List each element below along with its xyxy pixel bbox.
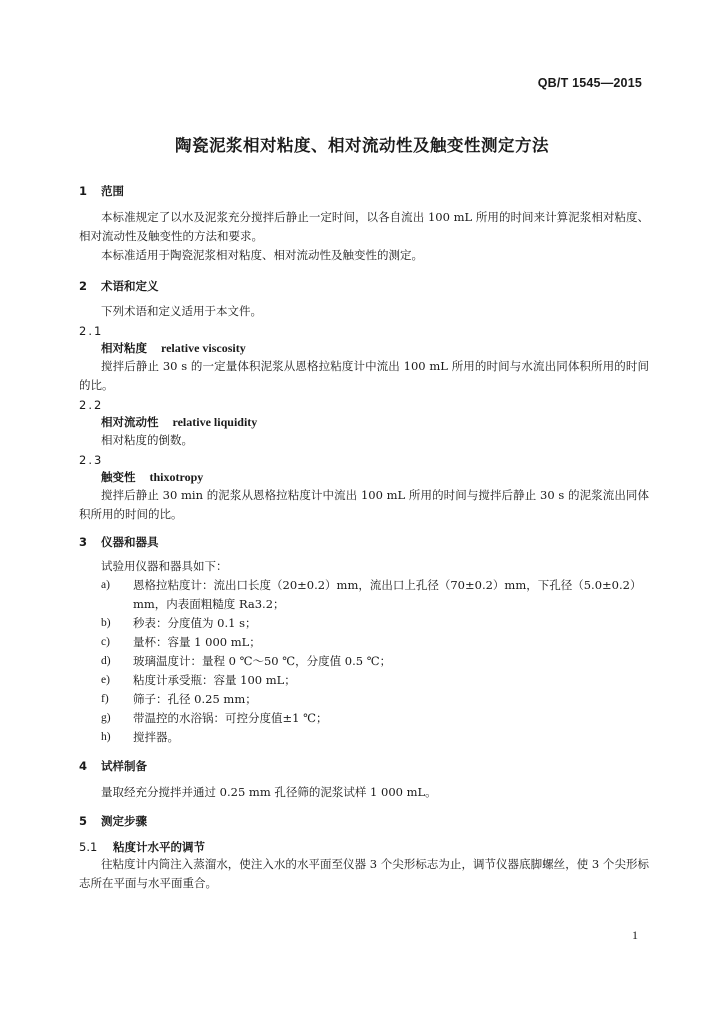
list-text: 量杯：容量 1 000 mL； <box>133 635 261 649</box>
list-marker: d) <box>101 655 111 667</box>
section-number: 4 <box>79 758 88 773</box>
list-text: 筛子：孔径 0.25 mm； <box>133 692 257 706</box>
term-definition: 相对粘度的倒数。 <box>101 433 193 447</box>
list-item <box>101 728 649 747</box>
list-text: 粘度计承受瓶：容量 100 mL； <box>133 673 296 687</box>
term-en: relative liquidity <box>172 415 258 429</box>
term-en: relative viscosity <box>161 341 246 355</box>
list-marker: h) <box>101 731 111 743</box>
clause-number: 2.1 <box>79 324 104 338</box>
clause-number: 5.1 <box>79 839 98 854</box>
term-en: thixotropy <box>149 470 204 484</box>
list-text: 恩格拉粘度计：流出口长度（20±0.2）mm，流出口上孔径（70±0.2）mm，下孔径（5.0±0.2）mm，内表面粗糙度 Ra3.2； <box>133 578 642 611</box>
section-4-heading <box>79 757 649 774</box>
paragraph: 下列术语和定义适用于本文件。 <box>101 304 262 318</box>
equipment-list <box>79 576 649 747</box>
page-number: 1 <box>632 928 638 942</box>
list-item <box>101 652 649 671</box>
standard-number: QB/T 1545—2015 <box>537 76 642 90</box>
paragraph: 本标准规定了以水及泥浆充分搅拌后静止一定时间，以各自流出 100 mL 所用的时间来计算泥浆相对粘度、相对流动性及触变性的方法和要求。 <box>79 210 649 243</box>
list-text: 搅拌器。 <box>133 730 179 744</box>
clause-5-1-heading <box>79 838 649 855</box>
section-3-heading <box>79 533 649 550</box>
list-item <box>101 709 649 728</box>
term-zh: 相对流动性 <box>101 415 159 429</box>
section-number: 3 <box>79 534 88 549</box>
document-body <box>79 182 649 893</box>
list-item <box>101 576 649 614</box>
section-number: 2 <box>79 278 88 293</box>
section-title: 测定步骤 <box>101 813 147 828</box>
list-marker: b) <box>101 617 111 629</box>
paragraph: 量取经充分搅拌并通过 0.25 mm 孔径筛的泥浆试样 1 000 mL。 <box>101 785 437 799</box>
list-marker: e) <box>101 674 110 686</box>
list-item <box>101 671 649 690</box>
section-number: 1 <box>79 183 88 198</box>
list-marker: g) <box>101 712 111 724</box>
list-item <box>101 614 649 633</box>
paragraph: 往粘度计内筒注入蒸溜水，使注入水的水平面至仪器 3 个尖形标志为止，调节仪器底脚螺丝，使 3 个尖形标志所在平面与水平面重合。 <box>79 857 649 890</box>
term-zh: 触变性 <box>101 470 136 484</box>
section-title: 术语和定义 <box>101 278 159 293</box>
term-definition: 搅拌后静止 30 s 的一定量体积泥浆从恩格拉粘度计中流出 100 mL 所用的时间与水流出同体积所用的时间的比。 <box>79 359 649 392</box>
clause-number: 2.2 <box>79 398 104 412</box>
list-item <box>101 690 649 709</box>
term-heading <box>79 340 649 357</box>
clause-number: 2.3 <box>79 453 104 467</box>
paragraph: 本标准适用于陶瓷泥浆相对粘度、相对流动性及触变性的测定。 <box>101 248 423 262</box>
term-heading <box>79 414 649 431</box>
list-marker: a) <box>101 579 110 591</box>
list-marker: c) <box>101 636 110 648</box>
section-5-heading <box>79 812 649 829</box>
document-title: 陶瓷泥浆相对粘度、相对流动性及触变性测定方法 <box>175 136 549 155</box>
clause-title: 粘度计水平的调节 <box>113 839 205 854</box>
paragraph: 试验用仪器和器具如下： <box>101 559 228 573</box>
section-1-heading <box>79 182 649 199</box>
list-item <box>101 633 649 652</box>
list-text: 秒表：分度值为 0.1 s； <box>133 616 257 630</box>
list-text: 玻璃温度计：量程 0 ℃～50 ℃，分度值 0.5 ℃； <box>133 654 392 668</box>
section-title: 仪器和器具 <box>101 534 159 549</box>
section-title: 试样制备 <box>101 758 147 773</box>
section-title: 范围 <box>101 183 124 198</box>
term-definition: 搅拌后静止 30 min 的泥浆从恩格拉粘度计中流出 100 mL 所用的时间与搅拌后静止 30 s 的泥浆流出同体积所用的时间的比。 <box>79 488 649 521</box>
list-text: 带温控的水浴锅：可控分度值±1 ℃； <box>133 711 328 725</box>
section-number: 5 <box>79 813 88 828</box>
section-2-heading <box>79 277 649 294</box>
list-marker: f) <box>101 693 109 705</box>
term-zh: 相对粘度 <box>101 341 147 355</box>
term-heading <box>79 469 649 486</box>
